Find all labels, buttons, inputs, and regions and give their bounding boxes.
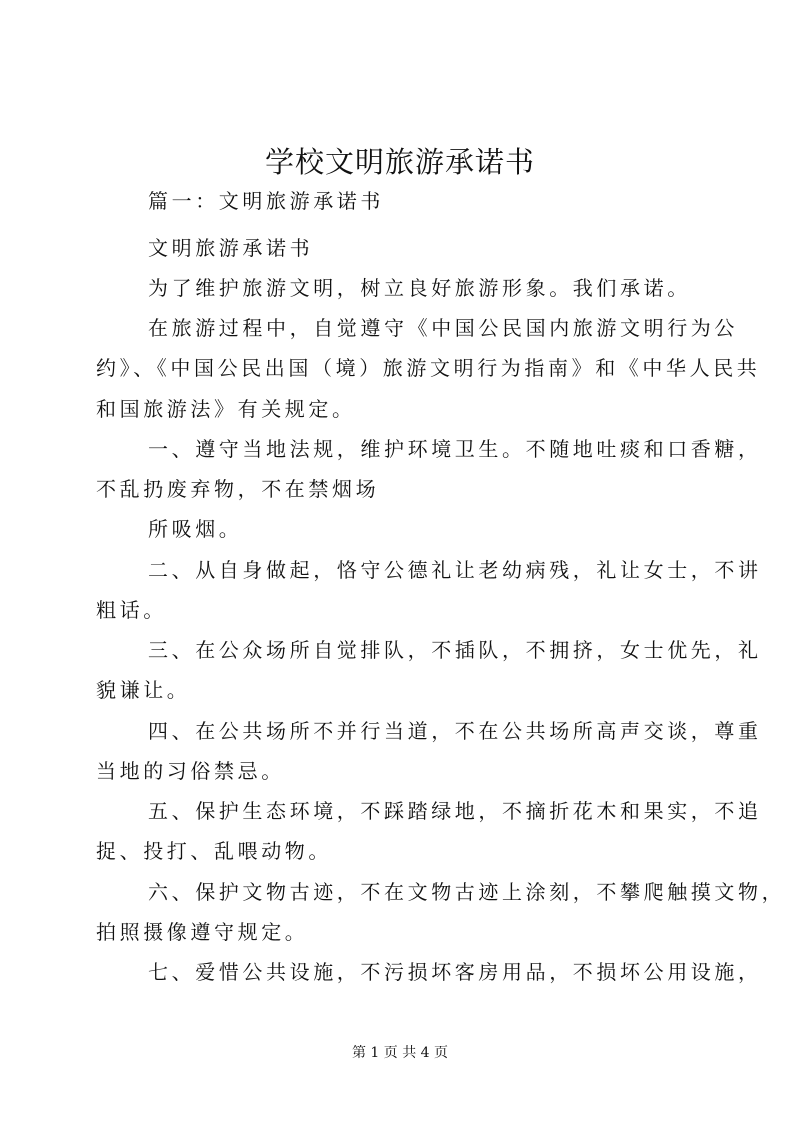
text-line: 一、遵守当地法规，维护环境卫生。不随地吐痰和口香糖， bbox=[148, 437, 762, 461]
text-line: 篇一：文明旅游承诺书 bbox=[148, 189, 384, 213]
text-line: 和国旅游法》有关规定。 bbox=[96, 397, 356, 421]
text-line: 拍照摄像遵守规定。 bbox=[96, 920, 309, 944]
text-line: 文明旅游承诺书 bbox=[148, 236, 314, 260]
text-line: 二、从自身做起，恪守公德礼让老幼病残，礼让女士，不讲 bbox=[148, 558, 762, 582]
text-line: 貌谦让。 bbox=[96, 678, 191, 702]
text-line: 三、在公众场所自觉排队，不插队，不拥挤，女士优先，礼 bbox=[148, 638, 762, 662]
text-line: 四、在公共场所不并行当道，不在公共场所高声交谈，尊重 bbox=[148, 719, 762, 743]
text-line: 粗话。 bbox=[96, 598, 167, 622]
text-line: 所吸烟。 bbox=[148, 517, 243, 541]
text-line: 约》、《中国公民出国（境）旅游文明行为指南》和《中华人民共 bbox=[96, 356, 761, 380]
page-footer: 第 1 页 共 4 页 bbox=[351, 1045, 449, 1061]
text-line: 六、保护文物古迹，不在文物古迹上涂刻，不攀爬触摸文物， bbox=[148, 880, 786, 904]
text-line: 七、爱惜公共设施，不污损坏客房用品，不损坏公用设施， bbox=[148, 960, 762, 984]
text-line: 不乱扔废弃物，不在禁烟场 bbox=[96, 477, 380, 501]
text-line: 为了维护旅游文明，树立良好旅游形象。我们承诺。 bbox=[148, 276, 691, 300]
text-line: 在旅游过程中，自觉遵守《中国公民国内旅游文明行为公 bbox=[148, 316, 738, 340]
document-title: 学校文明旅游承诺书 bbox=[264, 145, 535, 179]
text-line: 捉、投打、乱喂动物。 bbox=[96, 839, 332, 863]
text-line: 当地的习俗禁忌。 bbox=[96, 759, 285, 783]
text-line: 五、保护生态环境，不踩踏绿地，不摘折花木和果实，不追 bbox=[148, 799, 762, 823]
